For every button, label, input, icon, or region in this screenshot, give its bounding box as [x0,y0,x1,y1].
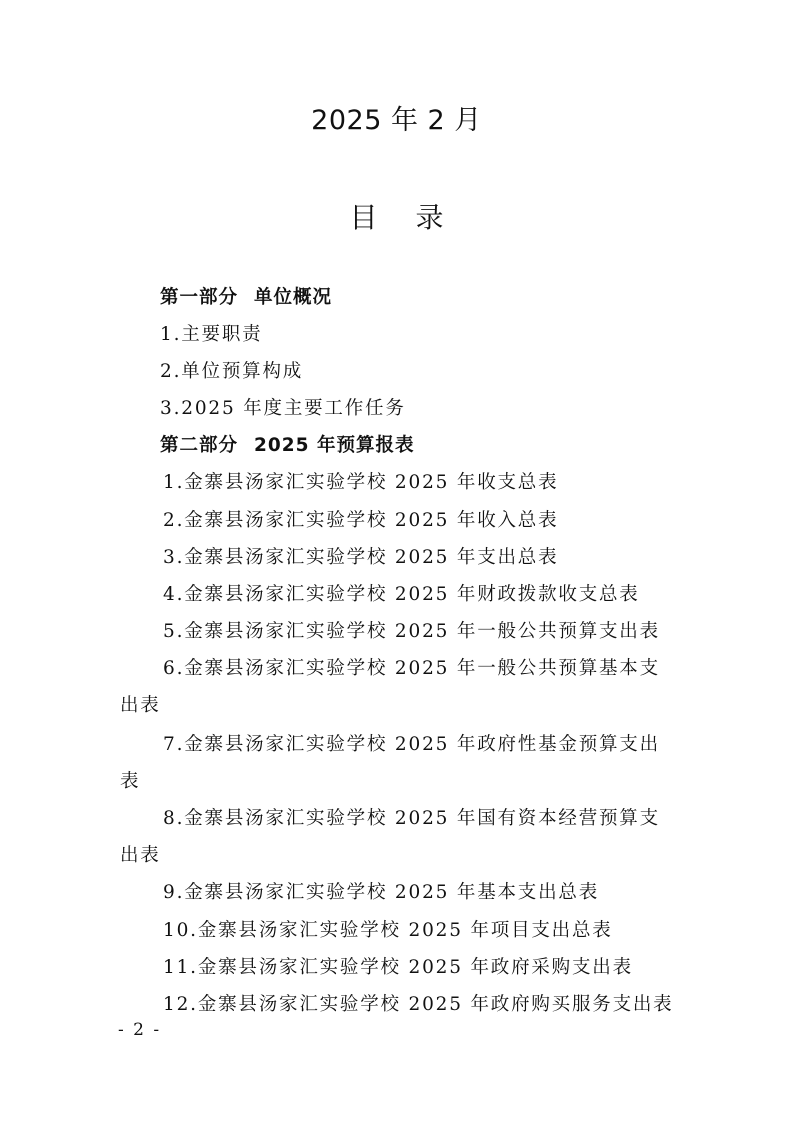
toc-item: 7.金寨县汤家汇实验学校 2025 年政府性基金预算支出 [163,734,660,755]
toc-item: 2.单位预算构成 [160,361,304,382]
document-date: 2025 年 2 月 [311,105,482,136]
part2-title: 2025 年预算报表 [254,435,415,456]
toc-item: 3.2025 年度主要工作任务 [160,398,406,419]
toc-item: 4.金寨县汤家汇实验学校 2025 年财政拨款收支总表 [163,584,640,605]
part2-heading [160,431,414,457]
part1-heading [160,283,332,309]
toc-item: 1.金寨县汤家汇实验学校 2025 年收支总表 [163,472,559,493]
toc-item-continuation: 出表 [120,695,161,716]
part2-label: 第二部分 [160,435,239,456]
toc-item: 5.金寨县汤家汇实验学校 2025 年一般公共预算支出表 [163,621,660,642]
toc-item-continuation: 表 [120,771,141,792]
toc-title: 目录 [349,201,482,234]
toc-item: 9.金寨县汤家汇实验学校 2025 年基本支出总表 [163,882,599,903]
toc-item: 8.金寨县汤家汇实验学校 2025 年国有资本经营预算支 [163,808,660,829]
page-number: - 2 - [118,1020,162,1040]
toc-item: 6.金寨县汤家汇实验学校 2025 年一般公共预算基本支 [163,658,660,679]
toc-item: 12.金寨县汤家汇实验学校 2025 年政府购买服务支出表 [163,994,674,1015]
toc-item: 2.金寨县汤家汇实验学校 2025 年收入总表 [163,510,559,531]
part1-label: 第一部分 [160,287,239,308]
toc-item: 1.主要职责 [160,324,263,345]
part1-title: 单位概况 [254,287,333,308]
toc-item-continuation: 出表 [120,845,161,866]
toc-item: 10.金寨县汤家汇实验学校 2025 年项目支出总表 [163,920,613,941]
toc-item: 3.金寨县汤家汇实验学校 2025 年支出总表 [163,547,559,568]
toc-item: 11.金寨县汤家汇实验学校 2025 年政府采购支出表 [163,957,633,978]
